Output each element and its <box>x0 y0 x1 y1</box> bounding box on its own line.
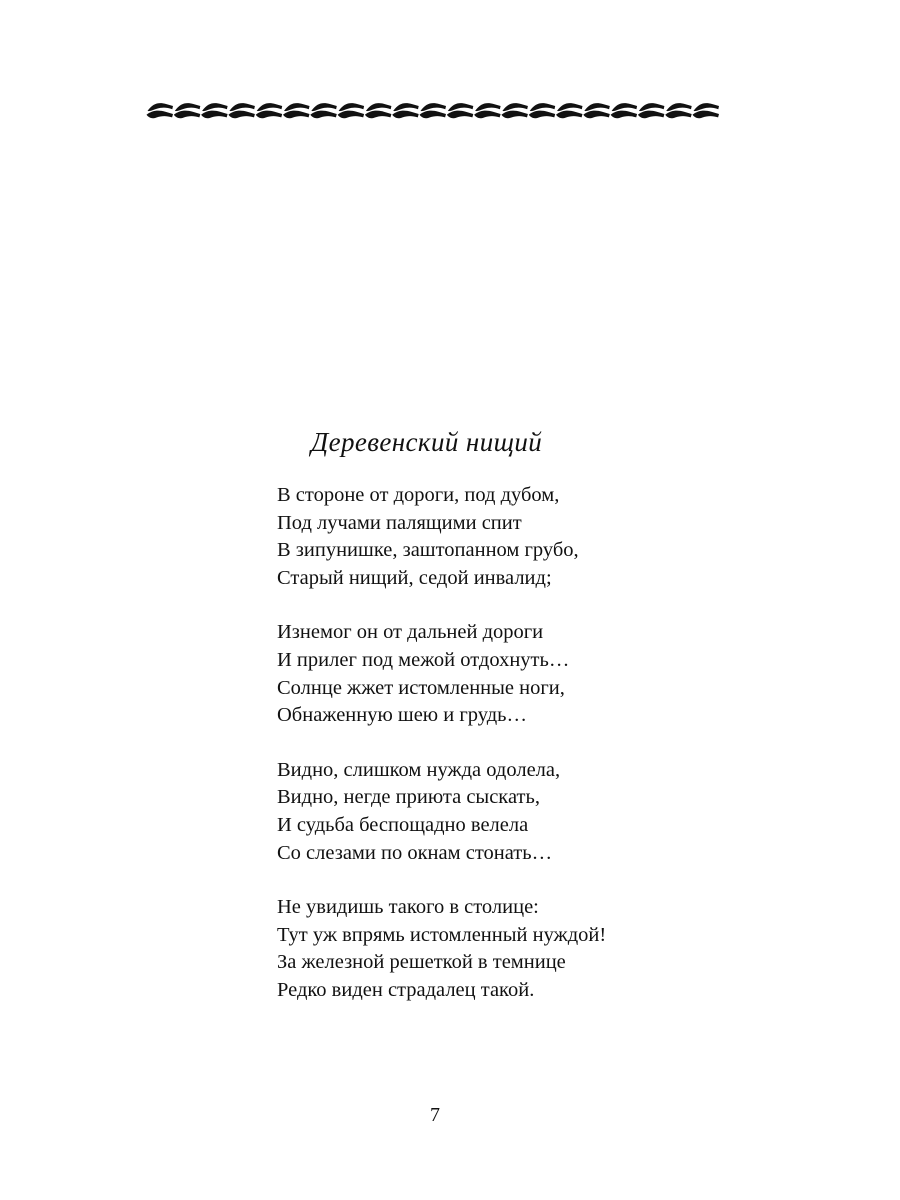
stanza <box>277 894 837 1004</box>
poem-title: Деревенский нищий <box>311 427 543 457</box>
wave-ornament-segment <box>256 103 283 118</box>
poem-line: Под лучами палящими спит <box>277 511 522 534</box>
poem-stanzas <box>277 482 837 1005</box>
wave-ornament-segment <box>310 103 337 118</box>
poem-line: Видно, негде приюта сыскать, <box>277 786 540 809</box>
wave-ornament-segment <box>583 103 610 118</box>
poem-line: В зипунишке, заштопанном грубо, <box>277 539 579 562</box>
stanza <box>277 619 837 729</box>
wave-ornament-segment <box>174 103 201 118</box>
wave-ornament-segment <box>365 103 392 118</box>
wave-ornament-segment <box>665 103 692 118</box>
wave-ornament-segment <box>338 103 365 118</box>
wave-ornament-segment <box>556 103 583 118</box>
poem-line: И судьба беспощадно велела <box>277 813 529 836</box>
wave-ornament-segment <box>392 103 419 118</box>
poem-line: Тут уж впрямь истомленный нуждой! <box>277 923 607 946</box>
wave-ornament-segment <box>228 103 255 118</box>
wave-ornament-segment <box>283 103 310 118</box>
poem-line: Солнце жжет истомленные ноги, <box>277 676 565 699</box>
wave-ornament-segment <box>529 103 556 118</box>
wave-ornament-segment <box>420 103 447 118</box>
wave-ornament-segment <box>638 103 665 118</box>
page-number: 7 <box>430 1104 440 1126</box>
poem <box>277 424 837 1032</box>
wave-ornament-segment <box>611 103 638 118</box>
poem-line: Редко виден страдалец такой. <box>277 978 535 1001</box>
wave-ornament-segment <box>693 103 720 118</box>
poem-line: Обнаженную шею и грудь… <box>277 704 527 727</box>
wave-ornament-segment <box>201 103 228 118</box>
poem-line: Со слезами по окнам стонать… <box>277 841 553 864</box>
wave-border-ornament-icon <box>146 98 726 128</box>
wave-ornament-segment <box>474 103 501 118</box>
poem-line: Видно, слишком нужда одолела, <box>277 758 561 781</box>
stanza <box>277 757 837 867</box>
poem-line: Не увидишь такого в столице: <box>277 896 539 919</box>
poem-line: В стороне от дороги, под дубом, <box>277 484 560 506</box>
stanza <box>277 482 837 592</box>
wave-ornament-segment <box>147 103 174 118</box>
poem-line: И прилег под межой отдохнуть… <box>277 648 570 671</box>
poem-line: За железной решеткой в темнице <box>277 951 566 974</box>
poem-line: Изнемог он от дальней дороги <box>277 621 544 644</box>
poem-line: Старый нищий, седой инвалид; <box>277 566 552 589</box>
wave-ornament-segment <box>447 103 474 118</box>
wave-ornament-segment <box>501 103 528 118</box>
